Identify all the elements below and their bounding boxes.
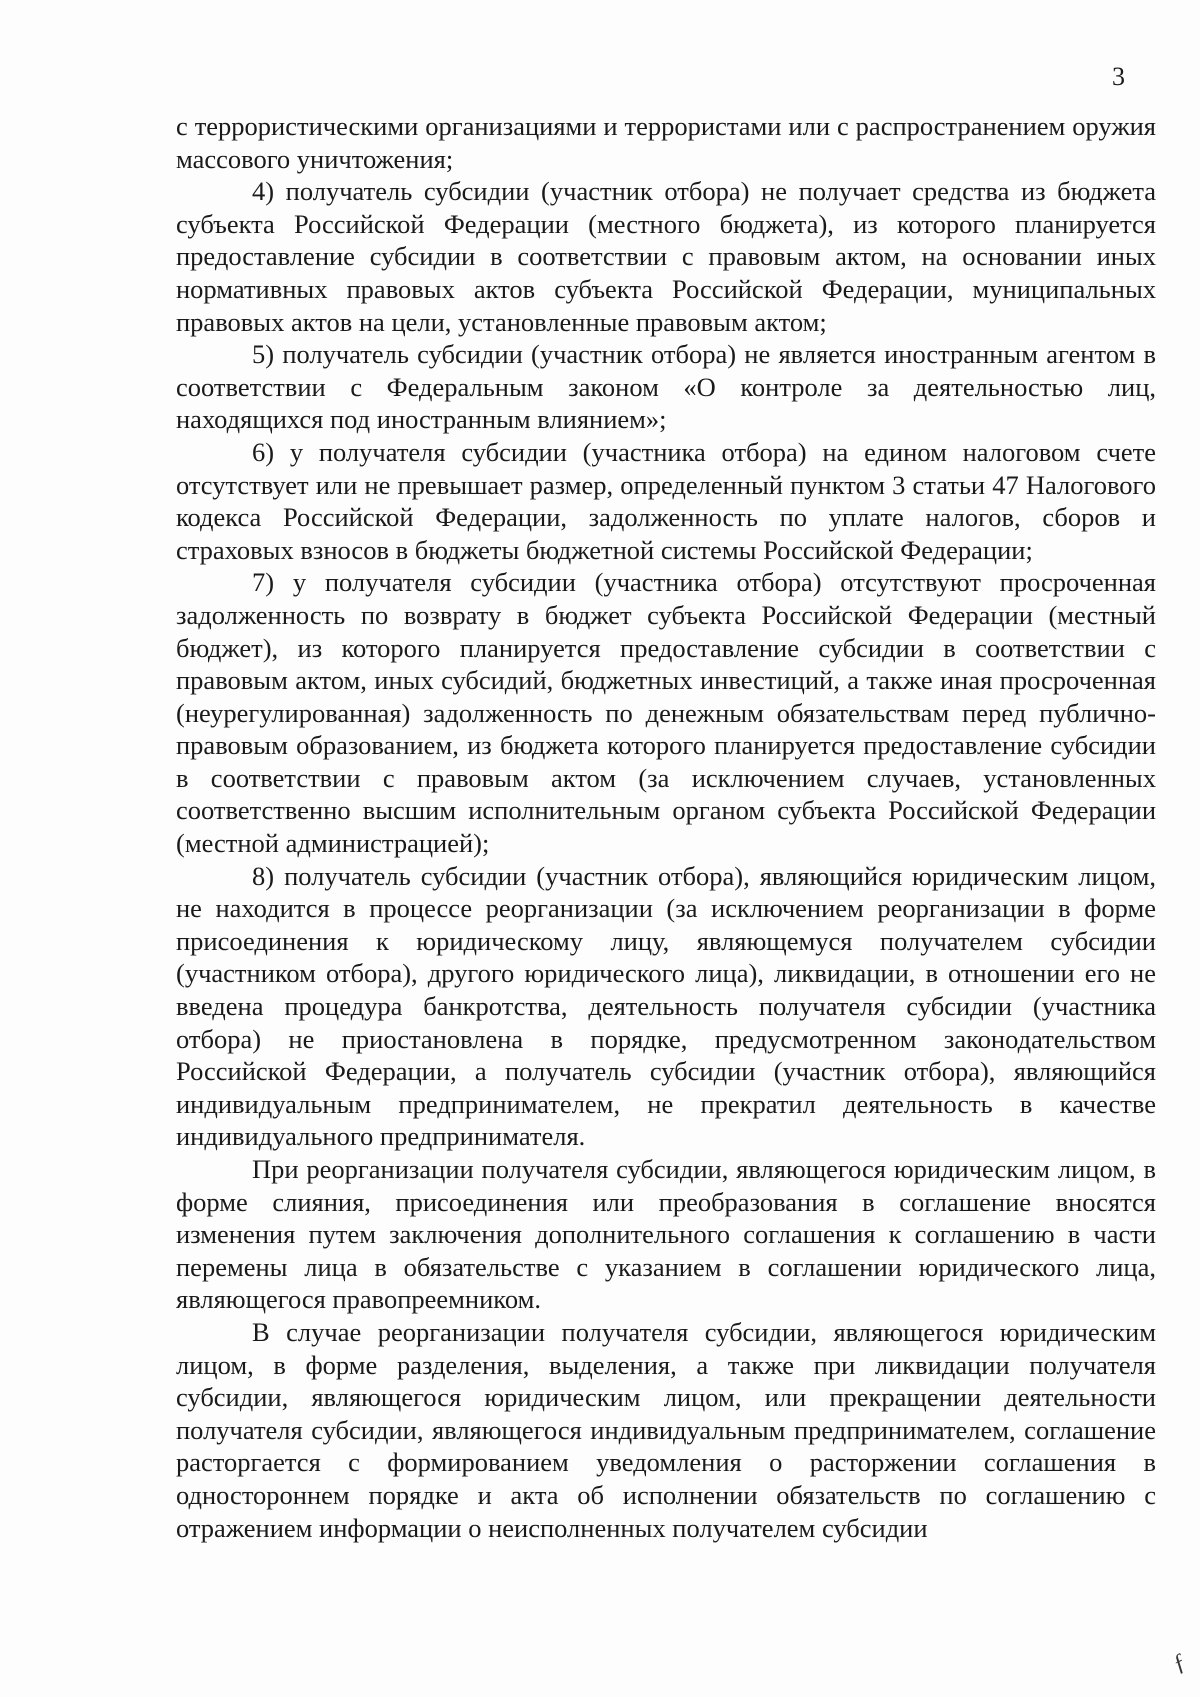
handwritten-margin-mark: ƒ <box>1168 1648 1191 1678</box>
paragraph-item-8: 8) получатель субсидии (участник отбора), являющийся юридическим лицом, не находится в процессе реорганизации (за исключением реорганизации в форме присоединения к юридическому лицу, являющемуся получателем субсидии (участником отбора), другого юридического лица), ликвидации, в отношении его не введена процедура банкротства, деятельность получателя субсидии (участника отбора) не приостановлена в порядке, предусмотренном законодательством Российской Федерации, а получатель субсидии (участник отбора), являющийся индивидуальным предпринимателем, не прекратил деятельность в качестве индивидуального предпринимателя. <box>176 860 1156 1152</box>
paragraph-reorganization-division: В случае реорганизации получателя субсидии, являющегося юридическим лицом, в форме разделения, выделения, а также при ликвидации получателя субсидии, являющегося юридическим лицом, или прекращении деятельности получателя субсидии, являющегося индивидуальным предпринимателем, соглашение расторгается с формированием уведомления о расторжении соглашения в одностороннем порядке и акта об исполнении обязательств по соглашению с отражением информации о неисполненных получателем субсидии <box>176 1316 1156 1543</box>
document-body <box>176 110 1156 1544</box>
paragraph-reorganization-merge: При реорганизации получателя субсидии, являющегося юридическим лицом, в форме слияния, присоединения или преобразования в соглашение вносятся изменения путем заключения дополнительного соглашения к соглашению в части перемены лица в обязательстве с указанием в соглашении юридического лица, являющегося правопреемником. <box>176 1154 1156 1315</box>
paragraph-item-4: 4) получатель субсидии (участник отбора) не получает средства из бюджета субъекта Российской Федерации (местного бюджета), из которого планируется предоставление субсидии в соответствии с правовым актом, на основании иных нормативных правовых актов субъекта Российской Федерации, муниципальных правовых актов на цели, установленные правовым актом; <box>176 176 1156 337</box>
paragraph-item-5: 5) получатель субсидии (участник отбора) не является иностранным агентом в соответствии с Федеральным законом «О контроле за деятельностью лиц, находящихся под иностранным влиянием»; <box>176 339 1156 435</box>
paragraph-continuation: с террористическими организациями и террористами или с распространением оружия массового уничтожения; <box>176 111 1156 174</box>
paragraph-item-6: 6) у получателя субсидии (участника отбора) на едином налоговом счете отсутствует или не превышает размер, определенный пунктом 3 статьи 47 Налогового кодекса Российской Федерации, задолженность по уплате налогов, сборов и страховых взносов в бюджеты бюджетной системы Российской Федерации; <box>176 436 1156 565</box>
page-number: 3 <box>1112 62 1125 91</box>
paragraph-item-7: 7) у получателя субсидии (участника отбора) отсутствуют просроченная задолженность по возврату в бюджет субъекта Российской Федерации (местный бюджет), из которого планируется предоставление субсидии в соответствии с правовым актом, иных субсидий, бюджетных инвестиций, а также иная просроченная (неурегулированная) задолженность по денежным обязательствам перед публично-правовым образованием, из бюджета которого планируется предоставление субсидии в соответствии с правовым актом (за исключением случаев, установленных соответственно высшим исполнительным органом субъекта Российской Федерации (местной администрацией); <box>176 567 1156 859</box>
